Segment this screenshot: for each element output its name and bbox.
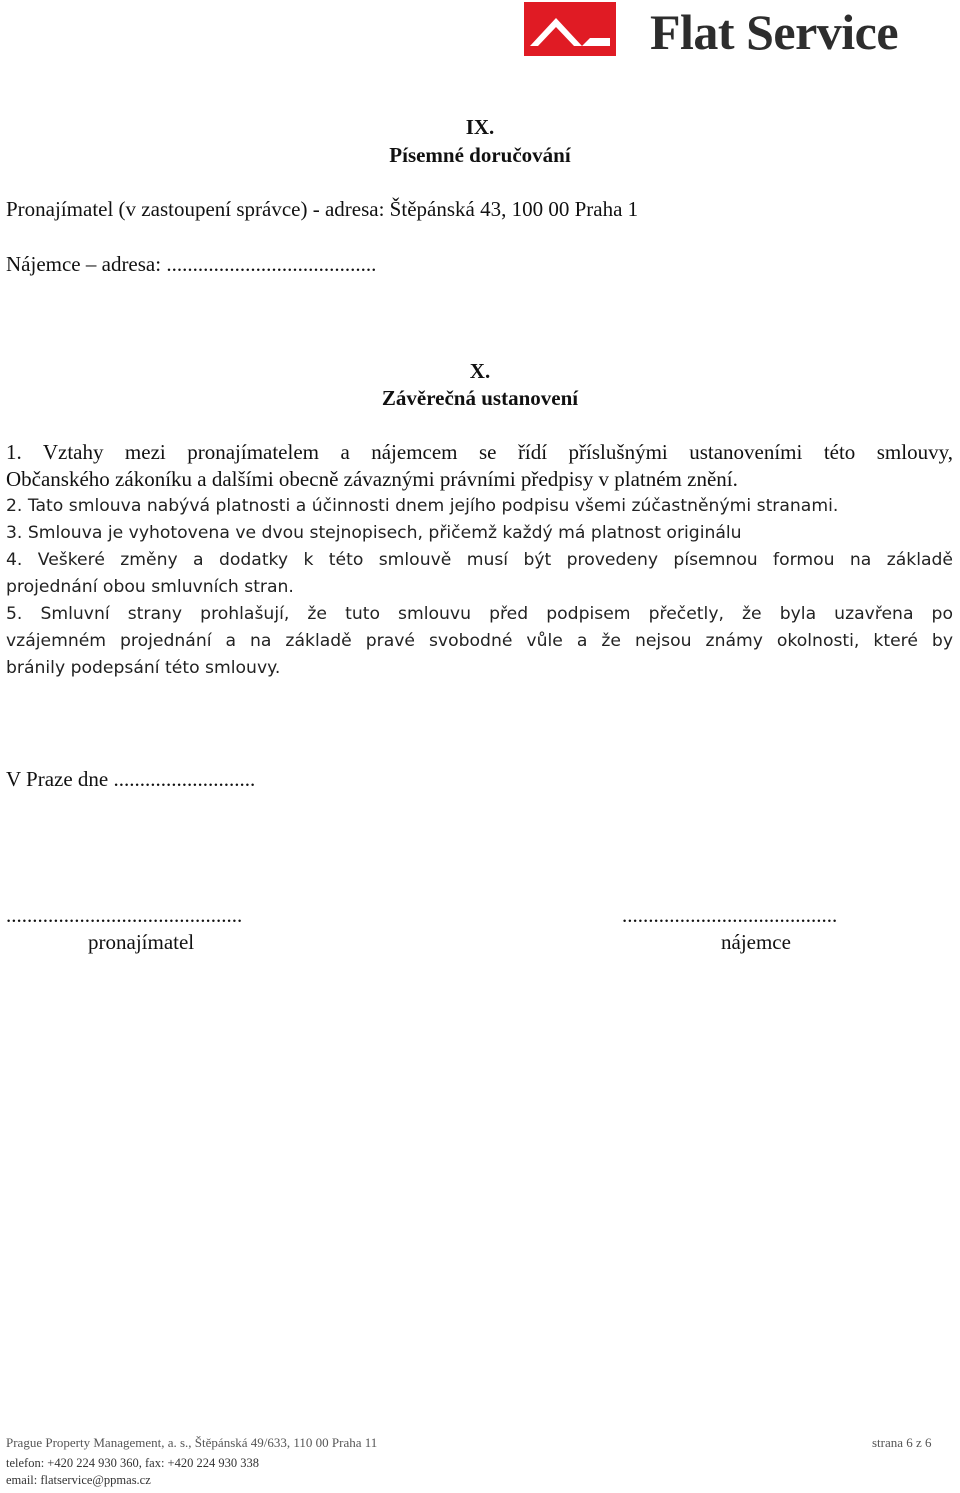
footer-phone: telefon: +420 224 930 360, fax: +420 224 930 338	[6, 1456, 259, 1470]
landlord-signature-label: pronajímatel	[88, 930, 195, 954]
clause-5-line-2: vzájemném projednání a na základě pravé svobodné vůle a že nejsou známy okolnosti, které by	[6, 631, 953, 651]
clause-1-line-2: Občanského zákoníku a dalšími obecně závaznými právními předpisy v platném znění.	[6, 467, 738, 491]
tenant-address-line: Nájemce – adresa: ........................................	[6, 252, 377, 276]
section-10-title: Závěrečná ustanovení	[381, 386, 579, 410]
brand-name: Flat Service	[650, 4, 899, 60]
section-9-number: IX.	[465, 115, 495, 139]
flat-service-logo-icon	[524, 2, 616, 56]
clause-1-line-1: 1. Vztahy mezi pronajímatelem a nájemcem se řídí příslušnými ustanoveními této smlouvy,	[6, 440, 953, 464]
tenant-signature-line: .........................................	[622, 903, 838, 927]
clause-4-line-2: projednání obou smluvních stran.	[6, 577, 294, 597]
section-10-number: X.	[469, 359, 491, 383]
section-9-title: Písemné doručování	[389, 143, 571, 167]
clause-2: 2. Tato smlouva nabývá platnosti a účinnosti dnem jejího podpisu všemi zúčastněnými stranami.	[6, 496, 839, 516]
clause-5-line-3: bránily podepsání této smlouvy.	[6, 658, 281, 678]
clause-3: 3. Smlouva je vyhotovena ve dvou stejnopisech, přičemž každý má platnost originálu	[6, 523, 742, 543]
tenant-signature-label: nájemce	[721, 930, 791, 954]
footer-company: Prague Property Management, a. s., Štěpánská 49/633, 110 00 Praha 11	[6, 1435, 378, 1450]
footer-page-number: strana 6 z 6	[872, 1435, 932, 1450]
landlord-address-line: Pronajímatel (v zastoupení správce) - adresa: Štěpánská 43, 100 00 Praha 1	[6, 197, 639, 221]
landlord-signature-line: .............................................	[6, 903, 243, 927]
clause-5-line-1: 5. Smluvní strany prohlašují, že tuto smlouvu před podpisem přečetly, že byla uzavřena po	[6, 604, 953, 624]
clause-4-line-1: 4. Veškeré změny a dodatky k této smlouvě musí být provedeny písemnou formou na základě	[6, 550, 953, 570]
footer-email: email: flatservice@ppmas.cz	[6, 1473, 151, 1487]
place-date-line: V Praze dne ...........................	[6, 767, 256, 791]
